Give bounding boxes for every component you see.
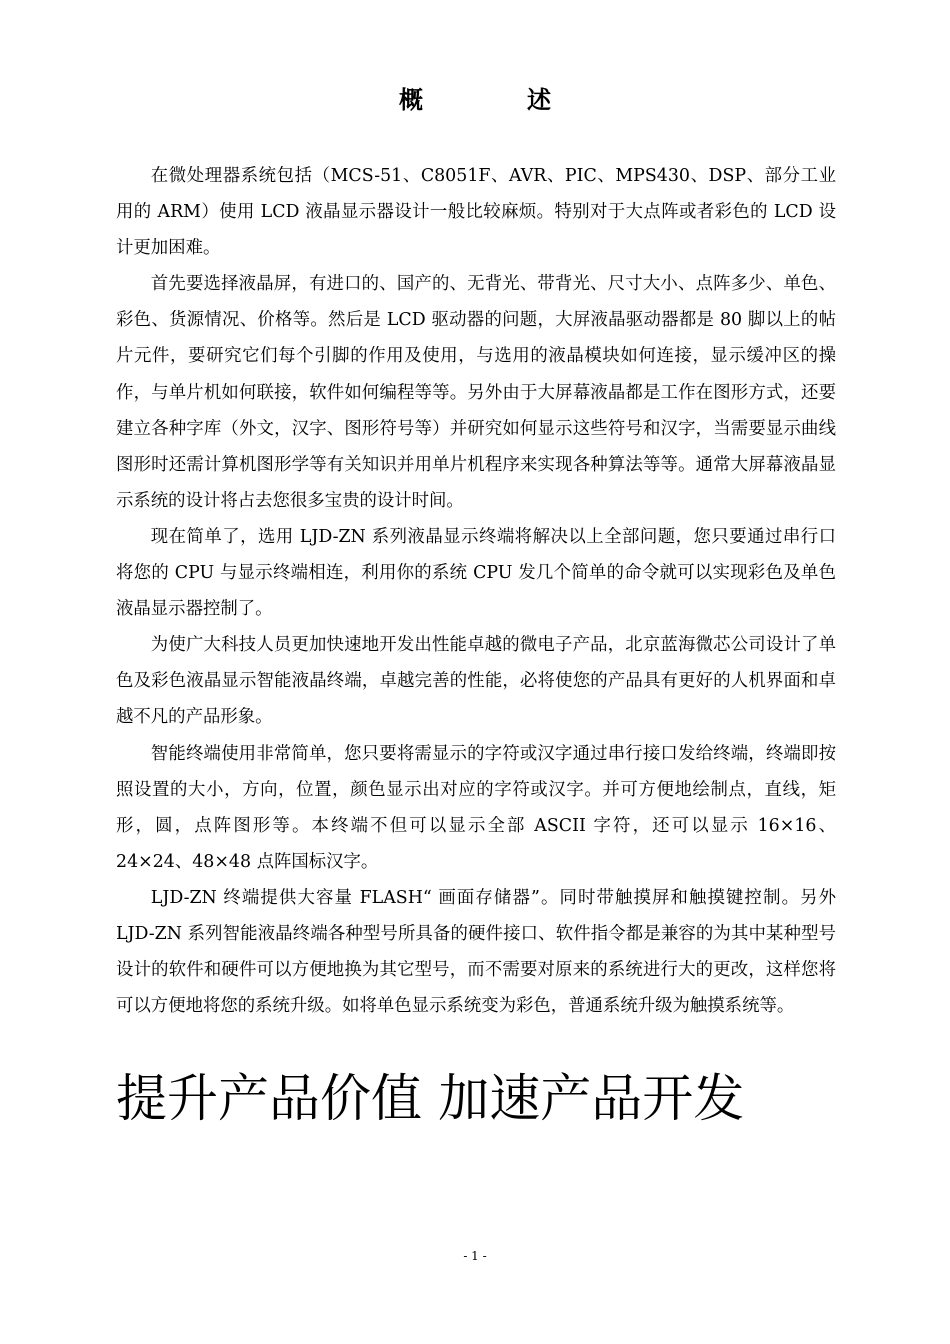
paragraph-usage: 智能终端使用非常简单，您只要将需显示的字符或汉字通过串行接口发给终端，终端即按照设置的大小，方向，位置，颜色显示出对应的字符或汉字。并可方便地绘制点，直线，矩形，圆，点阵图形等。本终端不但可以显示全部 ASCII 字符，还可以显示 16×16、24×24、48×48 点阵国标汉字。	[116, 743, 836, 872]
slogan-banner: 提升产品价值 加速产品开发	[116, 1070, 745, 1129]
paragraph-flash-touch: LJD-ZN 终端提供大容量 FLASH“ 画面存储器”。同时带触摸屏和触摸键控制。另外 LJD-ZN 系列智能液晶终端各种型号所具备的硬件接口、软件指令都是兼容的为其中某种型号设计的软件和硬件可以方便地换为其它型号，而不需要对原来的系统进行大的更改，这样您将可以方便地将您的系统升级。如将单色显示系统变为彩色，普通系统升级为触摸系统等。	[116, 887, 836, 1017]
paragraph-intro: 在微处理器系统包括（MCS-51、C8051F、AVR、PIC、MPS430、DSP、部分工业用的 ARM）使用 LCD 液晶显示器设计一般比较麻烦。特别对于大点阵或者彩色的 LCD 设计更加困难。	[116, 166, 836, 259]
page-title: 概述	[399, 86, 655, 114]
paragraph-company: 为使广大科技人员更加快速地开发出性能卓越的微电子产品，北京蓝海微芯公司设计了单色及彩色液晶显示智能液晶终端，卓越完善的性能，必将使您的产品具有更好的人机界面和卓越不凡的产品形象。	[116, 635, 836, 728]
page-number: - 1 -	[463, 1249, 487, 1263]
paragraph-ljd-zn-solution: 现在简单了，选用 LJD-ZN 系列液晶显示终端将解决以上全部问题，您只要通过串行口将您的 CPU 与显示终端相连，利用你的系统 CPU 发几个简单的命令就可以实现彩色及单色液晶显示器控制了。	[116, 526, 836, 620]
document-body	[116, 158, 836, 1024]
paragraph-lcd-selection: 首先要选择液晶屏，有进口的、国产的、无背光、带背光、尺寸大小、点阵多少、单色、彩色、货源情况、价格等。然后是 LCD 驱动器的问题，大屏液晶驱动器都是 80 脚以上的帖片元件，要研究它们每个引脚的作用及使用，与选用的液晶模块如何连接，显示缓冲区的操作，与单片机如何联接，软件如何编程等等。另外由于大屏幕液晶都是工作在图形方式，还要建立各种字库（外文，汉字、图形符号等）并研究如何显示这些符号和汉字，当需要显示曲线图形时还需计算机图形学等有关知识并用单片机程序来实现各种算法等等。通常大屏幕液晶显示系统的设计将占去您很多宝贵的设计时间。	[116, 274, 836, 511]
